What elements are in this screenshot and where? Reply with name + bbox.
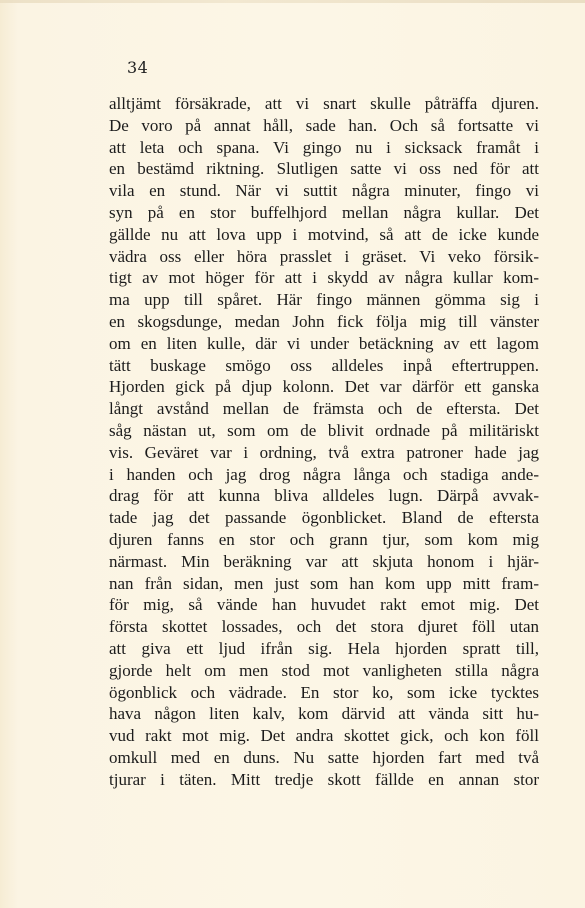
text-line: nan från sidan, men just som han kom upp mitt fram- xyxy=(109,573,539,593)
text-line: för mig, så vände han huvudet rakt emot mig. Det xyxy=(109,595,539,615)
text-line: tjurar i täten. Mitt tredje skott fällde en annan stor xyxy=(109,769,539,789)
text-line: De voro på annat håll, sade han. Och så fortsatte vi xyxy=(109,115,539,135)
text-line: drag för att kunna bliva alldeles lugn. Därpå avvak- xyxy=(109,486,539,506)
body-text xyxy=(109,93,539,791)
page-top-edge xyxy=(0,0,585,3)
text-line: tigt av mot höger för att i skydd av några kullar kom- xyxy=(109,268,539,288)
text-line: vis. Geväret var i ordning, två extra patroner hade jag xyxy=(109,442,539,462)
text-line: tade jag det passande ögonblicket. Bland de eftersta xyxy=(109,508,539,528)
page-number: 34 xyxy=(127,58,149,77)
text-line: i handen och jag drog några långa och stadiga ande- xyxy=(109,464,539,484)
text-line: första skottet lossades, och det stora djuret föll utan xyxy=(109,617,539,637)
text-line: gjorde helt om men stod mot vanligheten stilla några xyxy=(109,660,539,680)
text-line: djuren fanns en stor och grann tjur, som kom mig xyxy=(109,529,539,549)
text-line: en skogsdunge, medan John fick följa mig till vänster xyxy=(109,311,539,331)
text-line: Hjorden gick på djup kolonn. Det var därför ett ganska xyxy=(109,377,539,397)
text-line: tätt buskage smögo oss alldeles inpå eftertruppen. xyxy=(109,355,539,375)
text-line: vud rakt mot mig. Det andra skottet gick, och kon föll xyxy=(109,726,539,746)
text-line: att giva ett ljud ifrån sig. Hela hjorden spratt till, xyxy=(109,638,539,658)
text-line: syn på en stor buffelhjord mellan några kullar. Det xyxy=(109,202,539,222)
text-line: att leta och spana. Vi gingo nu i sicksack framåt i xyxy=(109,137,539,157)
text-line: långt avstånd mellan de främsta och de eftersta. Det xyxy=(109,399,539,419)
text-line: närmast. Min beräkning var att skjuta honom i hjär- xyxy=(109,551,539,571)
text-line: vädra oss eller höra prasslet i gräset. Vi veko försik- xyxy=(109,246,539,266)
text-line: omkull med en duns. Nu satte hjorden fart med två xyxy=(109,747,539,767)
text-line: såg nästan ut, som om de blivit ordnade på militäriskt xyxy=(109,420,539,440)
text-line: om en liten kulle, där vi under betäckning av ett lagom xyxy=(109,333,539,353)
text-line: en bestämd riktning. Slutligen satte vi oss ned för att xyxy=(109,159,539,179)
text-line: alltjämt försäkrade, att vi snart skulle påträffa djuren. xyxy=(109,94,539,113)
text-line: ma upp till spåret. Här fingo männen gömma sig i xyxy=(109,290,539,310)
text-line: vila en stund. När vi suttit några minuter, fingo vi xyxy=(109,181,539,201)
text-line: ögonblick och vädrade. En stor ko, som icke tycktes xyxy=(109,682,539,702)
text-line: hava någon liten kalv, kom därvid att vända sitt hu- xyxy=(109,704,539,724)
text-line: gällde nu att lova upp i motvind, så att de icke kunde xyxy=(109,224,539,244)
